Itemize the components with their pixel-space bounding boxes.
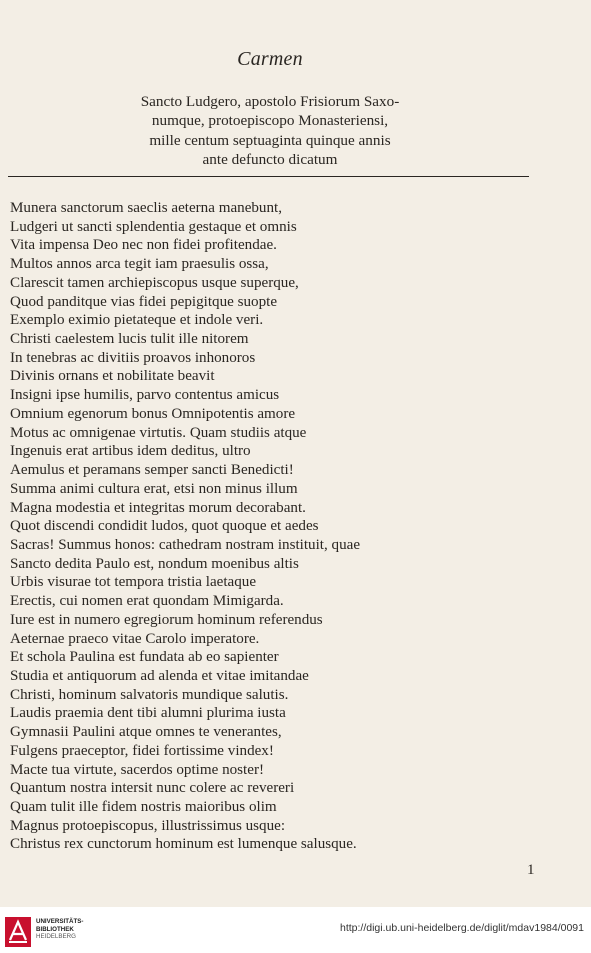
library-name-line: UNIVERSITÄTS- [36, 918, 84, 925]
poem-line: Motus ac omnigenae virtutis. Quam studiis atque [10, 424, 307, 441]
poem-line: Urbis visurae tot tempora tristia laetaque [10, 574, 257, 591]
poem-line: Exemplo eximio pietateque et indole veri. [10, 312, 264, 329]
poem-line: Iure est in numero egregiorum hominum referendus [10, 611, 323, 628]
poem-line: Omnium egenorum bonus Omnipotentis amore [10, 405, 296, 422]
subtitle-line: numque, protoepiscopo Monasteriensi, [151, 112, 389, 130]
poem-line: Aeternae praeco vitae Carolo imperatore. [10, 630, 260, 647]
subtitle-line: Sancto Ludgero, apostolo Frisiorum Saxo- [140, 93, 400, 110]
poem-line: Ingenuis erat artibus idem deditus, ultro [10, 443, 251, 460]
poem-line: Ludgeri ut sancti splendentia gestaque et omnis [10, 218, 297, 235]
poem-line: Quod panditque vias fidei pepigitque suopte [10, 293, 278, 310]
poem-line: Christi, hominum salvatoris mundique salutis. [10, 686, 289, 703]
library-name [36, 918, 83, 941]
poem-line: Erectis, cui nomen erat quondam Mimigarda. [10, 593, 284, 610]
poem-line: Clarescit tamen archiepiscopus usque superque, [10, 274, 299, 291]
poem-line: Christus rex cunctorum hominum est lumenque salusque. [10, 836, 357, 853]
poem-line: Sancto dedita Paulo est, nondum moenibus altis [10, 555, 299, 572]
poem-line: Magnus protoepiscopus, illustrissimus usque: [10, 817, 286, 834]
poem-body [10, 199, 530, 854]
poem-line: Magna modestia et integritas morum decorabant. [10, 499, 306, 516]
poem-line: Gymnasii Paulini atque omnes te venerantes, [10, 724, 282, 741]
source-url-link[interactable]: http://digi.ub.uni-heidelberg.de/diglit/mdav1984/0091 [339, 922, 584, 934]
poem-line: Studia et antiquorum ad alenda et vitae imitandae [10, 667, 309, 684]
dedication-subtitle [0, 92, 540, 170]
poem-line: Quam tulit ille fidem nostris maioribus olim [10, 799, 277, 815]
poem-line: Et schola Paulina est fundata ab eo sapienter [10, 649, 279, 666]
poem-line: Christi caelestem lucis tulit ille nitorem [10, 331, 249, 348]
poem-line: Aemulus et peramans semper sancti Benedicti! [10, 462, 294, 479]
digitization-footer [0, 907, 591, 953]
poem-line: Munera sanctorum saeclis aeterna manebunt, [10, 200, 282, 216]
horizontal-rule [8, 176, 529, 177]
poem-line: Summa animi cultura erat, etsi non minus illum [10, 480, 298, 497]
poem-line: Macte tua virtute, sacerdos optime noster! [10, 761, 264, 778]
subtitle-line: mille centum septuaginta quinque annis [149, 131, 391, 149]
poem-title: Carmen [237, 48, 303, 70]
poem-line: Quantum nostra intersit nunc colere ac revereri [10, 780, 295, 797]
poem-line: Multos annos arca tegit iam praesulis ossa, [10, 256, 269, 273]
poem-line: Insigni ipse humilis, parvo contentus amicus [10, 387, 280, 404]
poem-line: Sacras! Summus honos: cathedram nostram instituit, quae [10, 536, 361, 553]
library-name-line: HEIDELBERG [36, 933, 76, 941]
poem-line: In tenebras ac divitiis proavos inhonoros [10, 349, 256, 366]
poem-line: Vita impensa Deo nec non fidei profitendae. [10, 237, 277, 254]
page-number: 1 [527, 862, 535, 878]
poem-line: Divinis ornans et nobilitate beavit [10, 368, 215, 385]
library-name-line: BIBLIOTHEK [36, 925, 74, 933]
poem-line: Laudis praemia dent tibi alumni plurima iusta [10, 705, 286, 722]
poem-line: Fulgens praeceptor, fidei fortissime vindex! [10, 742, 274, 759]
university-library-logo-icon[interactable] [5, 917, 31, 947]
subtitle-line: ante defuncto dicatum [202, 151, 338, 169]
poem-line: Quot discendi condidit ludos, quot quoque et aedes [10, 518, 319, 535]
